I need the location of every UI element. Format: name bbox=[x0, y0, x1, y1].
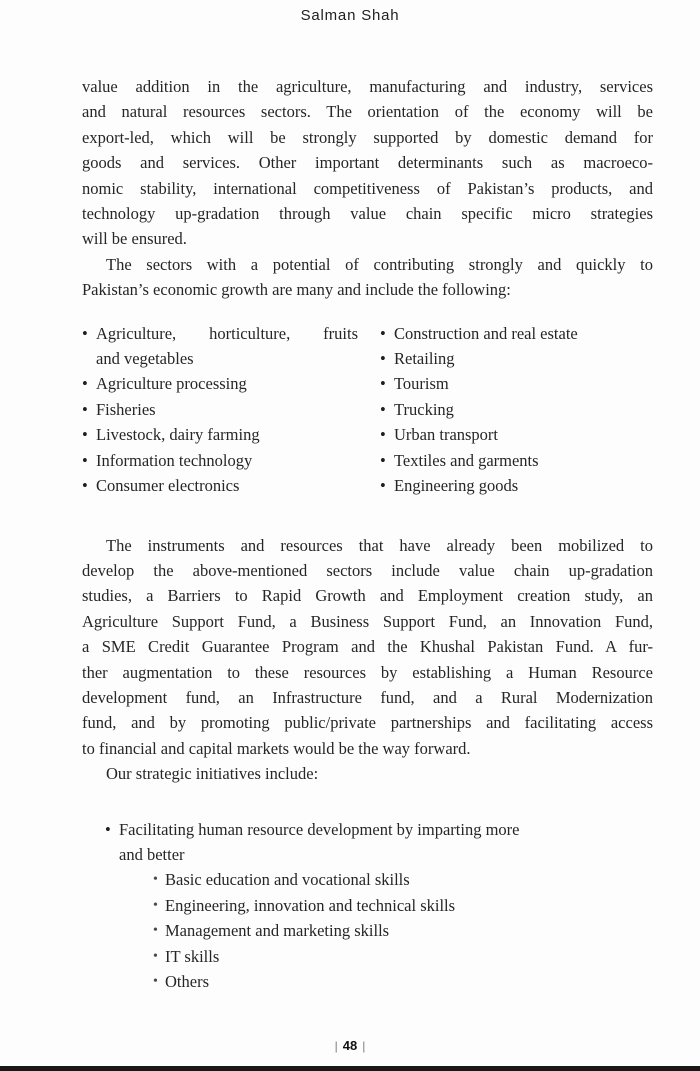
list-item-text bbox=[165, 867, 653, 892]
text-line: Fisheries bbox=[96, 399, 156, 419]
text-line: Basic education and vocational skills bbox=[165, 870, 410, 890]
bullet-icon: • bbox=[153, 872, 158, 888]
text-line: Pakistan’s economic growth are many and include the following: bbox=[82, 280, 511, 300]
bullet-icon: • bbox=[380, 425, 386, 445]
bullet-icon: • bbox=[380, 450, 386, 470]
bullet-icon: • bbox=[82, 323, 88, 343]
text-line: value addition in the agriculture, manufacturing and industry, services bbox=[82, 77, 653, 96]
list-item-text bbox=[96, 321, 358, 372]
text-line: Retailing bbox=[394, 349, 455, 369]
paragraph-instruments bbox=[82, 533, 653, 762]
text-line: Management and marketing skills bbox=[165, 921, 390, 941]
bullet-icon: • bbox=[82, 450, 88, 470]
list-item-text bbox=[96, 371, 358, 396]
list-item bbox=[380, 473, 653, 498]
list-item bbox=[380, 321, 653, 346]
text-line: develop the above-mentioned sectors include value chain up-gradation bbox=[82, 560, 653, 580]
list-item-text bbox=[394, 422, 653, 447]
page-footer bbox=[0, 1038, 700, 1053]
list-item-text bbox=[165, 969, 653, 994]
list-item bbox=[153, 893, 653, 918]
bullet-icon: • bbox=[82, 374, 88, 394]
list-item-text bbox=[394, 346, 653, 371]
text-line: The instruments and resources that have already been mobilized to bbox=[106, 535, 653, 555]
bullet-icon: • bbox=[153, 948, 158, 964]
text-line: a SME Credit Guarantee Program and the Khushal Pakistan Fund. A fur- bbox=[82, 637, 653, 657]
bullet-icon: • bbox=[380, 349, 386, 369]
text-line: studies, a Barriers to Rapid Growth and Employment creation study, an bbox=[82, 586, 653, 606]
list-item-text bbox=[165, 918, 653, 943]
initiative-text bbox=[119, 817, 653, 868]
list-item bbox=[82, 422, 358, 447]
paragraph-value-addition bbox=[82, 74, 653, 252]
text-line: Agriculture processing bbox=[96, 374, 247, 394]
bullet-icon: • bbox=[380, 399, 386, 419]
text-line: ther augmentation to these resources by establishing a Human Resource bbox=[82, 662, 653, 682]
text-line: Facilitating human resource development by imparting more bbox=[119, 819, 520, 839]
list-item-text bbox=[96, 422, 358, 447]
paragraph-sectors-intro bbox=[82, 252, 653, 303]
bullet-icon: • bbox=[380, 476, 386, 496]
list-item-text bbox=[165, 944, 653, 969]
text-line: Others bbox=[165, 972, 209, 991]
page-number: 48 bbox=[342, 1038, 358, 1053]
text-line: fund, and by promoting public/private partnerships and facilitating access bbox=[82, 713, 653, 733]
text-line: Tourism bbox=[394, 374, 449, 394]
list-item bbox=[380, 397, 653, 422]
text-line: Livestock, dairy farming bbox=[96, 425, 260, 445]
paragraph-strategic-initiatives bbox=[82, 761, 653, 786]
list-item bbox=[153, 918, 653, 943]
list-item bbox=[380, 448, 653, 473]
text-line: to financial and capital markets would be the way forward. bbox=[82, 738, 471, 758]
text-line: Urban transport bbox=[394, 425, 499, 445]
text-line: and vegetables bbox=[96, 349, 194, 369]
text-line: and better bbox=[119, 844, 185, 864]
list-item-text bbox=[96, 448, 358, 473]
sector-bullet-columns bbox=[82, 321, 653, 499]
text-line: Engineering goods bbox=[394, 476, 519, 496]
list-item bbox=[82, 371, 358, 396]
list-item-text bbox=[96, 397, 358, 422]
text-line: Our strategic initiatives include: bbox=[106, 764, 319, 784]
list-item-text bbox=[394, 321, 653, 346]
list-item-text bbox=[394, 473, 653, 498]
list-item-text bbox=[394, 371, 653, 396]
text-line: Textiles and garments bbox=[394, 450, 539, 470]
list-item bbox=[153, 867, 653, 892]
list-item-text bbox=[165, 893, 653, 918]
list-item-text bbox=[394, 448, 653, 473]
list-item bbox=[380, 422, 653, 447]
list-item bbox=[380, 346, 653, 371]
footer-left-bar: | bbox=[334, 1039, 338, 1053]
page-bottom-edge bbox=[0, 1066, 700, 1071]
bullet-icon: • bbox=[82, 399, 88, 419]
text-line: Engineering, innovation and technical skills bbox=[165, 895, 456, 915]
bullet-icon: • bbox=[82, 425, 88, 445]
text-line: and natural resources sectors. The orientation of the economy will be bbox=[82, 102, 653, 122]
bullet-icon: • bbox=[380, 323, 386, 343]
text-line: Agriculture Support Fund, a Business Support Fund, an Innovation Fund, bbox=[82, 611, 653, 631]
bullet-icon: • bbox=[105, 819, 111, 839]
text-line: IT skills bbox=[165, 946, 220, 966]
bullet-icon: • bbox=[380, 374, 386, 394]
bullet-icon: • bbox=[153, 897, 158, 913]
bullet-icon: • bbox=[153, 974, 158, 989]
sector-column-left bbox=[82, 321, 358, 499]
text-line: The sectors with a potential of contributing strongly and quickly to bbox=[106, 254, 653, 274]
text-line: nomic stability, international competitiveness of Pakistan’s products, and bbox=[82, 178, 653, 198]
list-item-text bbox=[96, 473, 358, 498]
initiative-item-human-resource bbox=[105, 817, 653, 868]
text-line: Construction and real estate bbox=[394, 323, 578, 343]
bullet-icon: • bbox=[82, 476, 88, 496]
text-line: goods and services. Other important determinants such as macroeco- bbox=[82, 153, 653, 173]
list-item bbox=[153, 969, 653, 994]
page-body bbox=[82, 74, 653, 994]
text-line: Agriculture, horticulture, fruits bbox=[96, 323, 358, 343]
list-item-text bbox=[394, 397, 653, 422]
list-item bbox=[380, 371, 653, 396]
bullet-icon: • bbox=[153, 923, 158, 939]
footer-right-bar: | bbox=[362, 1039, 366, 1053]
text-line: development fund, an Infrastructure fund, and a Rural Modernization bbox=[82, 687, 653, 707]
list-item bbox=[82, 473, 358, 498]
list-item bbox=[153, 944, 653, 969]
text-line: Trucking bbox=[394, 399, 454, 419]
running-head-author: Salman Shah bbox=[300, 7, 400, 24]
text-line: will be ensured. bbox=[82, 229, 187, 249]
list-item bbox=[82, 397, 358, 422]
list-item bbox=[82, 321, 358, 372]
text-line: Consumer electronics bbox=[96, 476, 240, 496]
sector-column-right bbox=[380, 321, 653, 499]
text-line: export-led, which will be strongly supported by domestic demand for bbox=[82, 127, 653, 147]
list-item bbox=[82, 448, 358, 473]
text-line: Information technology bbox=[96, 450, 253, 470]
initiative-sub-list bbox=[153, 867, 653, 994]
text-line: technology up-gradation through value chain specific micro strategies bbox=[82, 204, 653, 224]
